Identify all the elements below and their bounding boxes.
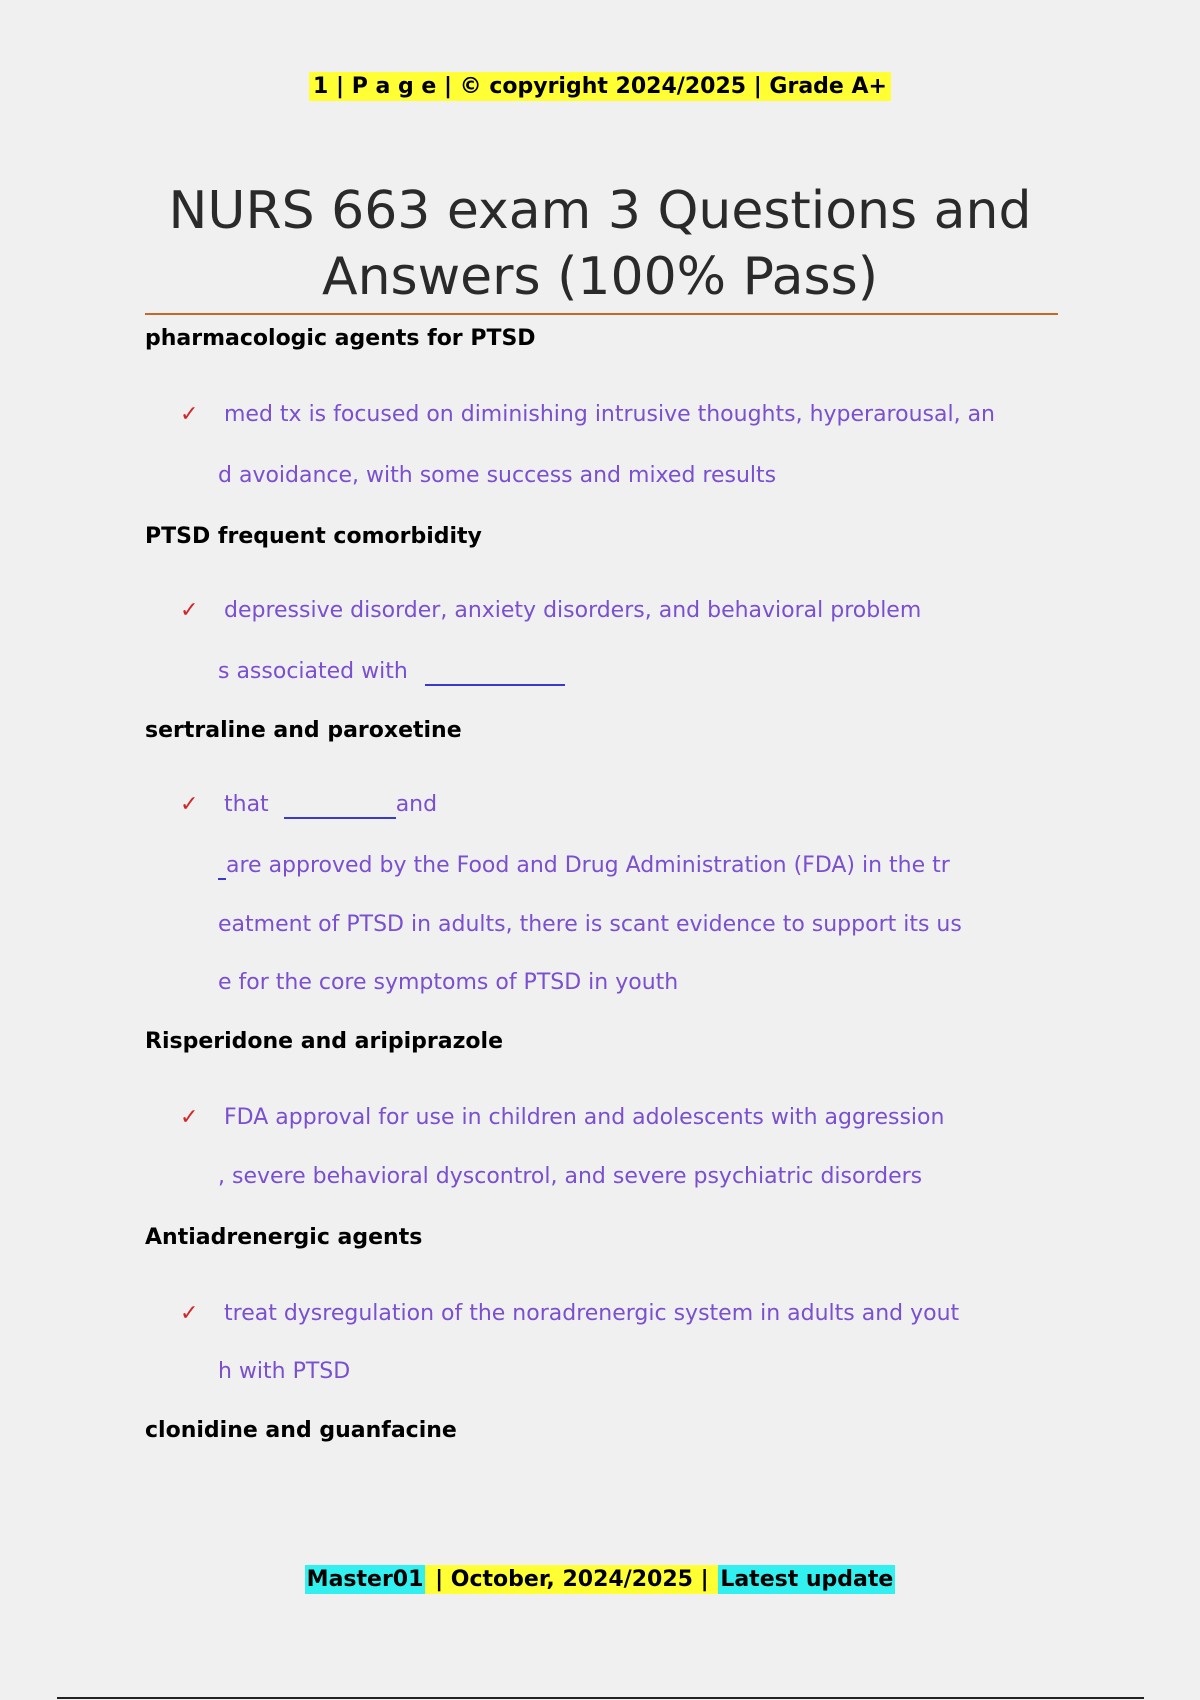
answer-blank [425,659,565,686]
footer-date: | October, 2024/2025 | [427,1567,717,1592]
answer-line: , severe behavioral dyscontrol, and severe psychiatric disorders [218,1164,923,1189]
answer-line: h with PTSD [218,1359,351,1384]
answer-text: are approved by the Food and Drug Administration (FDA) in the tr [226,853,950,878]
title-line-1: NURS 663 exam 3 Questions and [168,181,1032,241]
check-icon: ✓ [180,1105,199,1130]
question-ptsd-comorbidity: PTSD frequent comorbidity [145,524,482,549]
bottom-divider [57,1697,1144,1699]
answer-line [224,792,437,819]
answer-line: treat dysregulation of the noradrenergic system in adults and yout [224,1301,960,1326]
title-divider [145,313,1058,315]
question-risperidone-aripiprazole: Risperidone and aripiprazole [145,1029,504,1054]
answer-text: and [395,792,438,817]
answer-text: that [224,792,269,817]
page-footer [0,1567,1200,1592]
answer-line [218,659,565,686]
check-icon: ✓ [180,792,199,817]
question-sertraline-paroxetine: sertraline and paroxetine [145,718,462,743]
answer-blank [284,792,396,819]
question-antiadrenergic-agents: Antiadrenergic agents [145,1225,423,1250]
answer-line: d avoidance, with some success and mixed results [218,463,777,488]
answer-line: med tx is focused on diminishing intrusive thoughts, hyperarousal, an [224,402,995,427]
document-title [0,178,1200,310]
check-icon: ✓ [180,402,199,427]
answer-text: s associated with [218,659,408,684]
check-icon: ✓ [180,1301,199,1326]
answer-blank [218,853,226,880]
footer-update: Latest update [720,1567,894,1592]
check-icon: ✓ [180,598,199,623]
answer-line: FDA approval for use in children and adolescents with aggression [224,1105,945,1130]
answer-line: eatment of PTSD in adults, there is scant evidence to support its us [218,912,962,937]
page-header [0,74,1200,99]
answer-line: e for the core symptoms of PTSD in youth [218,970,679,995]
question-pharmacologic-agents: pharmacologic agents for PTSD [145,326,536,351]
answer-line [218,853,950,880]
page-label: 1 | P a g e | © copyright 2024/2025 | Grade A+ [309,72,891,101]
answer-line: depressive disorder, anxiety disorders, and behavioral problem [224,598,922,623]
question-clonidine-guanfacine: clonidine and guanfacine [145,1418,457,1443]
title-line-2: Answers (100% Pass) [322,247,878,307]
footer-author: Master01 [306,1567,424,1592]
